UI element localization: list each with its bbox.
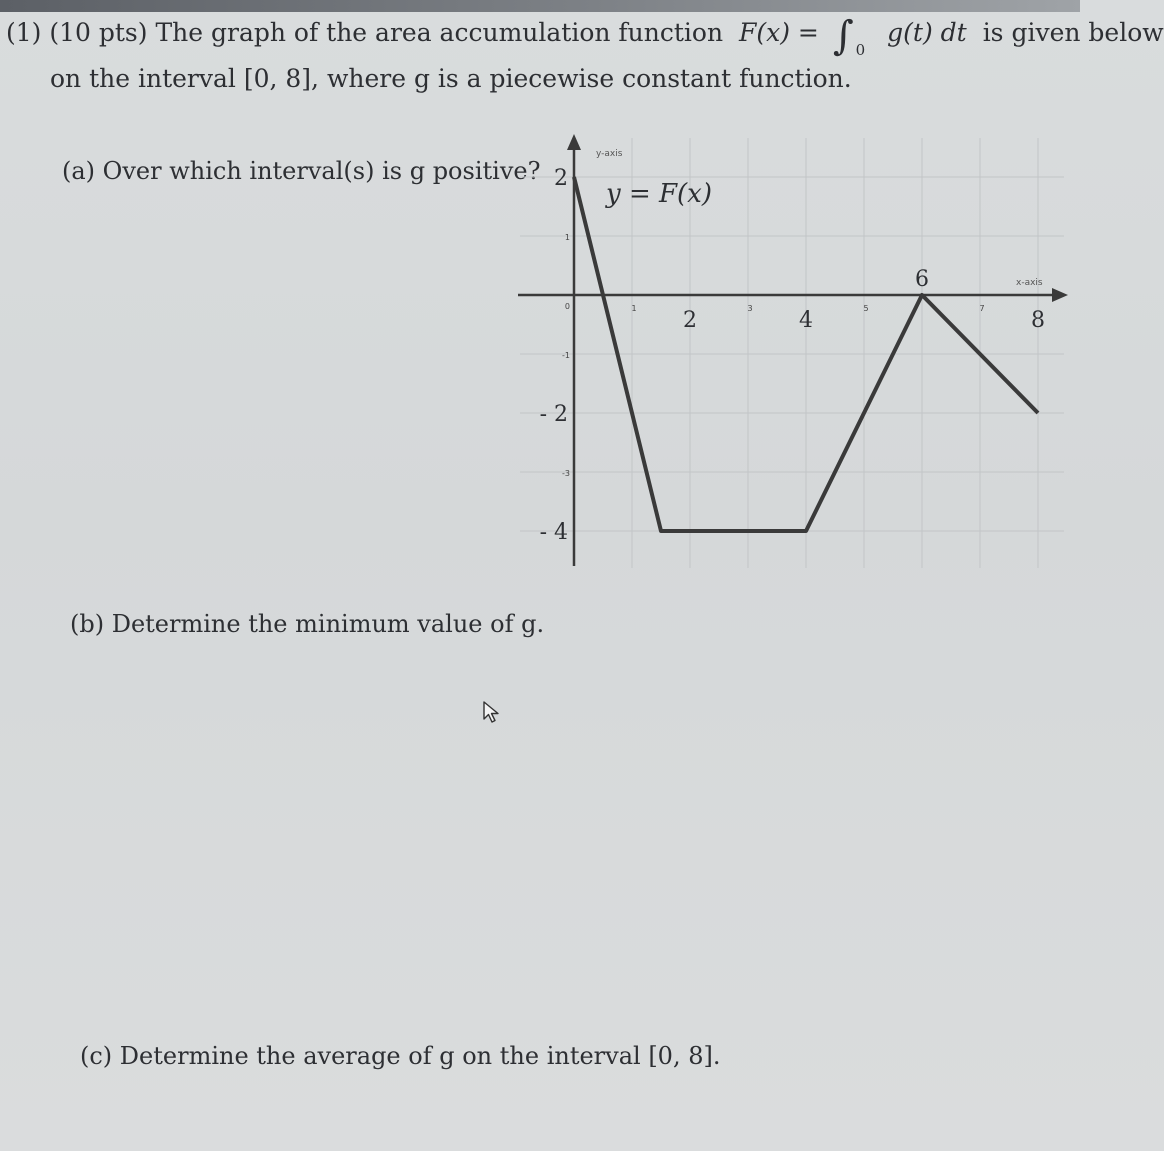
problem-points: (10 pts): [49, 18, 148, 47]
y-tick-label: 2: [554, 166, 568, 191]
problem-number: (1): [6, 18, 42, 47]
integral-sign-icon: ∫: [832, 13, 854, 59]
x-tick-label: 6: [915, 267, 929, 292]
x-tick-label-small: 5: [863, 304, 869, 313]
y-tick-label-small: -3: [562, 469, 570, 478]
graph-grid: [520, 138, 1064, 568]
question-c: (c) Determine the average of g on the interval [0, 8].: [80, 1042, 721, 1070]
problem-text: The graph of the area accumulation function: [155, 18, 724, 47]
x-tick-label: 4: [799, 308, 813, 333]
x-tick-label: 8: [1031, 308, 1045, 333]
problem-line-1: [6, 13, 1164, 59]
x-axis-title: x-axis: [1016, 278, 1043, 288]
y-axis-arrow-icon: [567, 134, 581, 150]
y-tick-label: - 4: [539, 520, 568, 545]
question-a: (a) Over which interval(s) is g positive?: [62, 157, 541, 185]
question-b: (b) Determine the minimum value of g.: [70, 610, 545, 638]
integral-lower-limit: 0: [855, 41, 866, 59]
x-tick-label: 2: [683, 308, 697, 333]
y-tick-label-small: 0: [564, 302, 570, 311]
x-tick-label-small: 1: [631, 304, 637, 313]
monitor-top-edge: [0, 0, 1080, 12]
mouse-cursor-icon: [482, 700, 502, 724]
y-axis-title: y-axis: [596, 149, 623, 159]
x-tick-label-small: 7: [979, 304, 985, 313]
integrand: g(t) dt: [887, 18, 967, 47]
y-tick-label-small: 1: [564, 233, 570, 242]
x-tick-label-small: 3: [747, 304, 753, 313]
accumulation-graph: [512, 128, 1072, 578]
x-axis-arrow-icon: [1052, 288, 1068, 302]
problem-line-2: on the interval [0, 8], where g is a piecewise constant function.: [50, 64, 852, 93]
function-definition: F(x) =: [739, 18, 819, 47]
problem-text-tail: is given below: [982, 18, 1164, 47]
graph-labels: [540, 166, 1045, 545]
y-tick-label: - 2: [539, 402, 568, 427]
y-tick-label-small: -1: [562, 351, 570, 360]
graph-axes: [518, 134, 1068, 566]
function-label: y = F(x): [606, 179, 712, 209]
